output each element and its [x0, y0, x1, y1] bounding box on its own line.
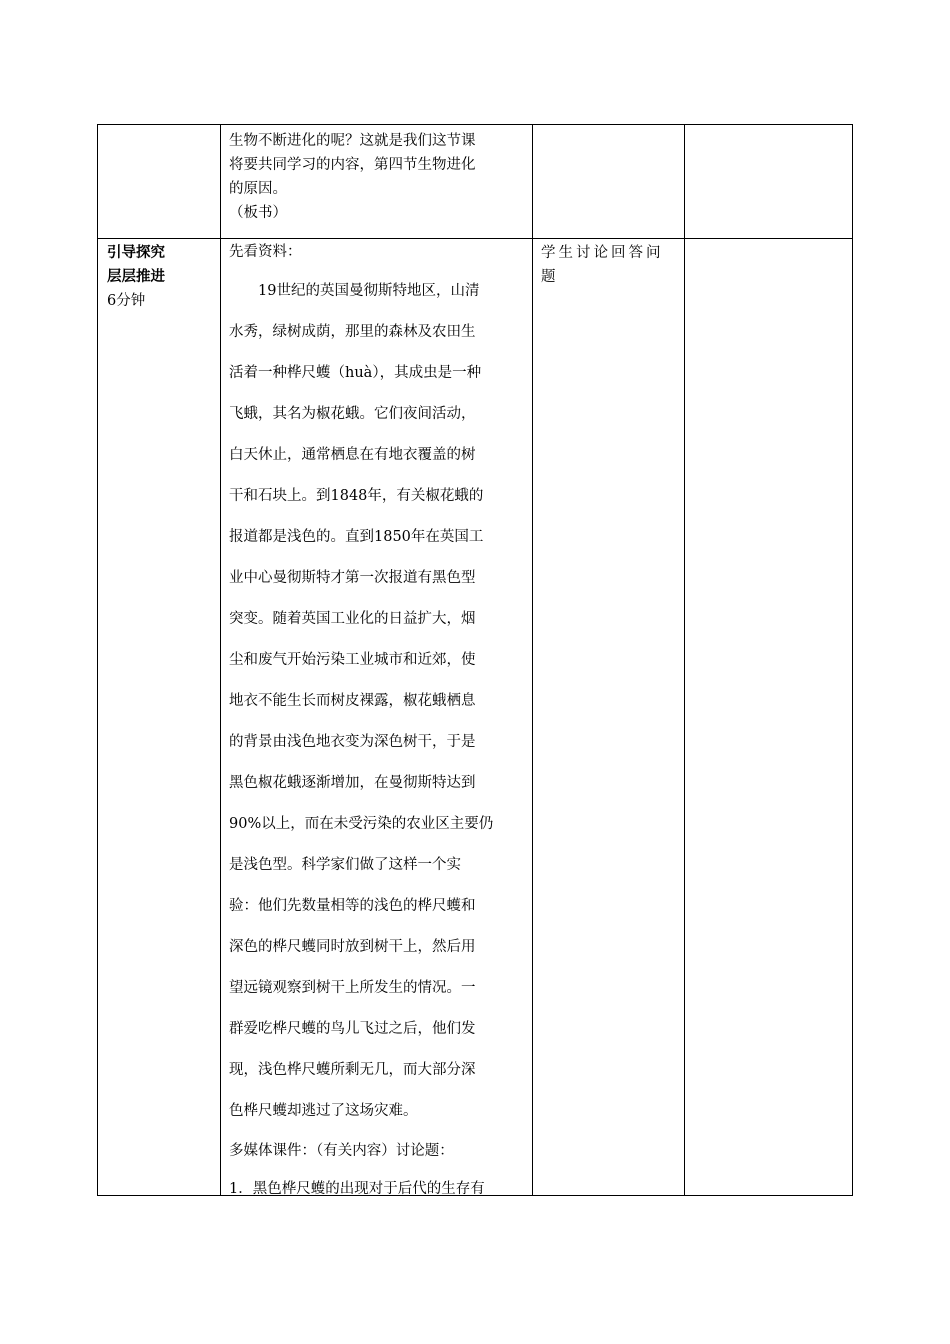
reading-line: 业中心曼彻斯特才第一次报道有黑色型	[229, 570, 476, 586]
multimedia-line: 多媒体课件：（有关内容）讨论题：	[229, 1143, 454, 1159]
content-line: 将要共同学习的内容，第四节生物进化	[229, 157, 476, 173]
student-activity-line: 学生讨论回答问	[541, 245, 664, 261]
reading-line: 黑色椒花蛾逐渐增加，在曼彻斯特达到	[229, 775, 476, 791]
reading-line: 飞蛾，其名为椒花蛾。它们夜间活动，	[229, 406, 476, 422]
content-line: 生物不断进化的呢？这就是我们这节课	[229, 133, 476, 149]
column-divider	[684, 125, 685, 1195]
discussion-question: 1．黑色桦尺蠖的出现对于后代的生存有	[229, 1181, 485, 1195]
stage-title: 引导探究	[107, 245, 165, 261]
stage-duration: 6分钟	[107, 293, 146, 309]
reading-line: 的背景由浅色地衣变为深色树干，于是	[229, 734, 476, 750]
reading-material-cell	[229, 239, 529, 1195]
student-activity-line: 题	[541, 269, 559, 285]
reading-intro: 先看资料：	[229, 244, 302, 260]
column-divider	[532, 125, 533, 1195]
content-line: （板书）	[229, 205, 287, 221]
reading-line: 19世纪的英国曼彻斯特地区，山清	[229, 283, 480, 299]
reading-line: 活着一种桦尺蠖（huà），其成虫是一种	[229, 365, 482, 381]
reading-line: 尘和废气开始污染工业城市和近郊，使	[229, 652, 476, 668]
reading-line: 90%以上，而在未受污染的农业区主要仍	[229, 816, 494, 832]
reading-line: 现，浅色桦尺蠖所剩无几，而大部分深	[229, 1062, 476, 1078]
reading-line: 报道都是浅色的。直到1850年在英国工	[229, 529, 484, 545]
content-line: 的原因。	[229, 181, 287, 197]
stage-label-cell	[107, 241, 217, 313]
reading-line: 验：他们先数量相等的浅色的桦尺蠖和	[229, 898, 476, 914]
reading-line: 白天休止，通常栖息在有地衣覆盖的树	[229, 447, 476, 463]
row1-content-cell	[229, 129, 529, 225]
reading-line: 群爱吃桦尺蠖的鸟儿飞过之后，他们发	[229, 1021, 476, 1037]
reading-line: 突变。随着英国工业化的日益扩大，烟	[229, 611, 476, 627]
stage-title: 层层推进	[107, 269, 165, 285]
reading-line: 水秀，绿树成荫，那里的森林及农田生	[229, 324, 476, 340]
reading-passage	[229, 271, 529, 1132]
reading-line: 深色的桦尺蠖同时放到树干上，然后用	[229, 939, 476, 955]
reading-line: 是浅色型。科学家们做了这样一个实	[229, 857, 461, 873]
reading-line: 望远镜观察到树干上所发生的情况。一	[229, 980, 476, 996]
reading-line: 地衣不能生长而树皮裸露，椒花蛾栖息	[229, 693, 476, 709]
lesson-plan-table	[97, 124, 853, 1196]
student-activity-cell	[541, 241, 681, 289]
reading-line: 色桦尺蠖却逃过了这场灾难。	[229, 1103, 418, 1119]
reading-line: 干和石块上。到1848年，有关椒花蛾的	[229, 488, 484, 504]
column-divider	[220, 125, 221, 1195]
